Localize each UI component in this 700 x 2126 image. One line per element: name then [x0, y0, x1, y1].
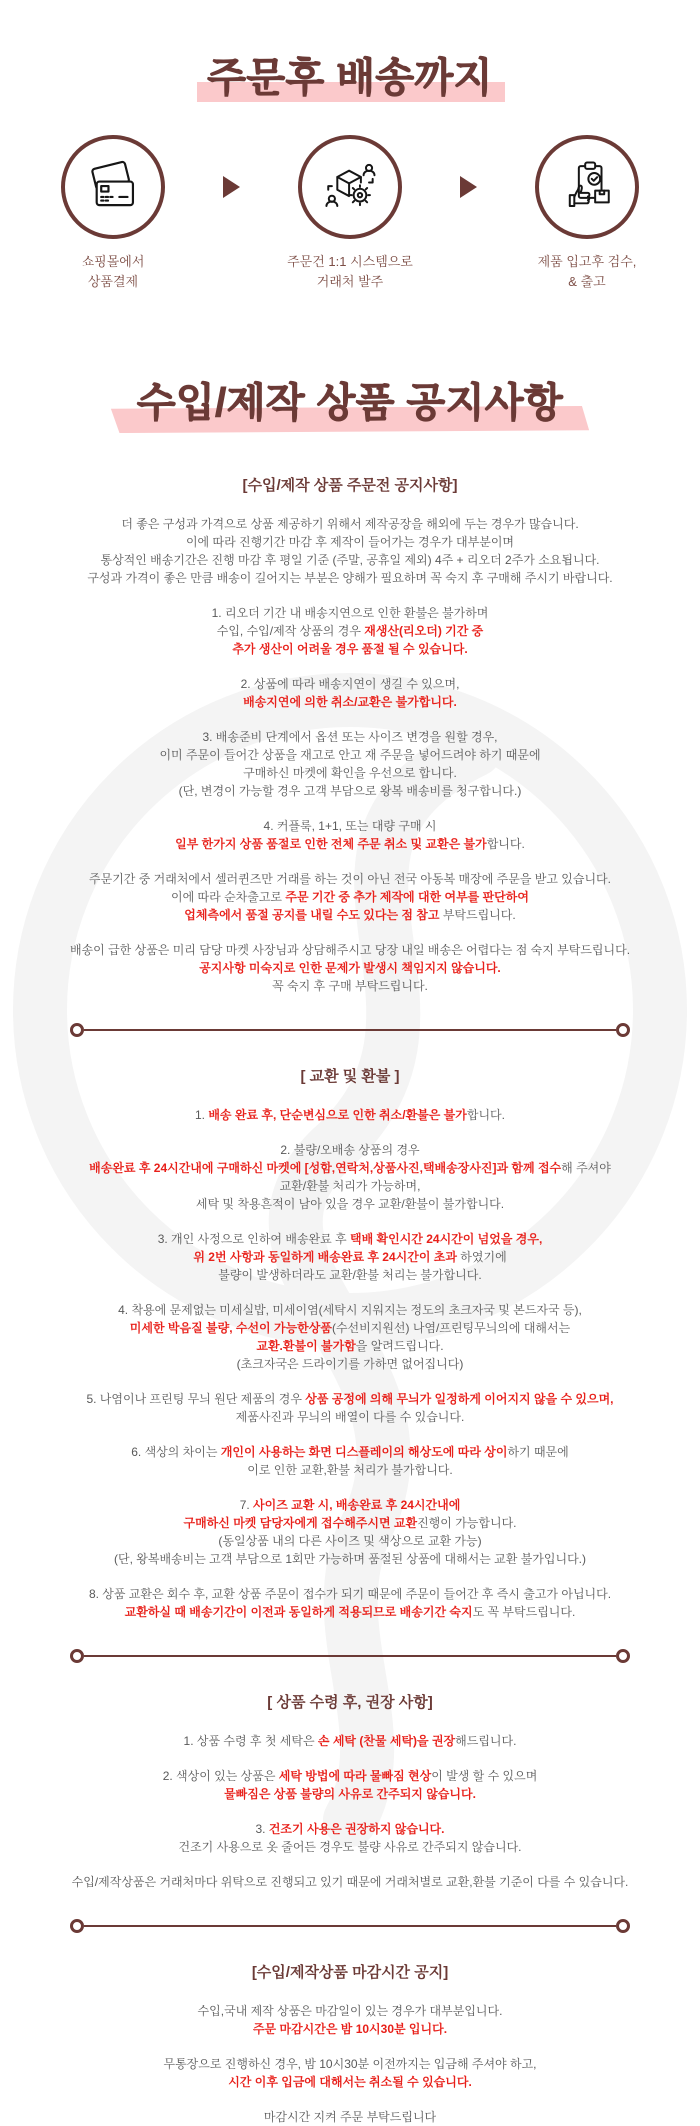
notice-line [20, 2002, 680, 2020]
body-text: 3. 개인 사정으로 인하여 배송완료 후 [157, 1232, 350, 1246]
notice-block [20, 1106, 680, 1124]
notice-line [20, 533, 680, 551]
notice-line [20, 675, 680, 693]
body-text: 하기 때문에 [507, 1445, 569, 1459]
emphasis-text: 미세한 박음질 불량, 수선이 가능한상품 [129, 1321, 332, 1335]
notice-block [20, 1496, 680, 1568]
notice-line [20, 728, 680, 746]
notice-line [20, 640, 680, 658]
notice-block [20, 675, 680, 711]
divider-dot [70, 1649, 84, 1663]
notice-line [20, 515, 680, 533]
notice-line [20, 941, 680, 959]
notice-block [20, 2108, 680, 2126]
body-text: 이에 따라 순차출고로 [171, 890, 286, 904]
body-text: 통상적인 배송기간은 진행 마감 후 평일 기준 (주말, 공휴일 제외) 4주 + 리오더 2주가 소요됩니다. [100, 553, 600, 567]
notice-line [20, 959, 680, 977]
body-text: 하였기에 [456, 1250, 507, 1264]
body-text: 을 알려드립니다. [355, 1339, 444, 1353]
step-label-line: & 출고 [568, 273, 606, 289]
section-divider [70, 1919, 630, 1933]
emphasis-text: 세탁 방법에 따라 물빠짐 현상 [278, 1769, 432, 1783]
emphasis-text: 추가 생산이 어려울 경우 품절 될 수 있습니다. [232, 642, 468, 656]
notice-line [20, 1514, 680, 1532]
notice-line [20, 1443, 680, 1461]
order-system-icon [321, 158, 379, 216]
notice-block [20, 2002, 680, 2038]
notice-line [20, 1873, 680, 1891]
notice-line [20, 2055, 680, 2073]
body-text: (수선비지원선) 나염/프린팅무늬의에 대해서는 [331, 1321, 571, 1335]
notice-block [20, 1585, 680, 1621]
notice-block [20, 941, 680, 995]
notice-sections [20, 474, 680, 2126]
step-circle [298, 135, 402, 239]
notice-block [20, 1390, 680, 1426]
notice-line [20, 2020, 680, 2038]
emphasis-text: 재생산(리오더) 기간 중 [364, 624, 484, 638]
step-label [503, 252, 671, 291]
emphasis-text: 위 2번 사항과 동일하게 배송완료 후 24시간이 초과 [193, 1250, 457, 1264]
body-text: 건조기 사용으로 옷 줄어든 경우도 불량 사유로 간주되지 않습니다. [178, 1840, 522, 1854]
step-label-line: 주문건 1:1 시스템으로 [287, 254, 413, 269]
body-text: 더 좋은 구성과 가격으로 상품 제공하기 위해서 제작공장을 해외에 두는 경우가 많습니다. [121, 517, 579, 531]
body-text: 구매하신 마켓에 확인을 우선으로 합니다. [243, 766, 457, 780]
notice-block [20, 817, 680, 853]
arrow-right-icon [223, 176, 240, 198]
body-text: (단, 변경이 가능할 경우 고객 부담으로 왕복 배송비를 청구합니다.) [178, 784, 522, 798]
emphasis-text: 배송 완료 후, 단순변심으로 인한 취소/환불은 불가 [208, 1108, 467, 1122]
body-text: 세탁 및 착용흔적이 남아 있을 경우 교환/환불이 불가합니다. [195, 1197, 505, 1211]
body-text: 교환/환불 처리가 가능하며, [279, 1179, 421, 1193]
notice-line [20, 764, 680, 782]
notice-block [20, 1443, 680, 1479]
notice-line [20, 1159, 680, 1177]
emphasis-text: 공지사항 미숙지로 인한 문제가 발생시 책임지지 않습니다. [199, 961, 501, 975]
notice-line [20, 888, 680, 906]
emphasis-text: 일부 한가지 상품 품절로 인한 전체 주문 취소 및 교환은 불가 [175, 837, 487, 851]
notice-line [20, 1532, 680, 1550]
body-text: 구성과 가격이 좋은 만큼 배송이 길어지는 부분은 양해가 필요하며 꼭 숙지 후 구매해 주시기 바랍니다. [87, 571, 613, 585]
notice-line [20, 693, 680, 711]
notice-block [20, 1873, 680, 1891]
body-text: (단, 왕복배송비는 고객 부담으로 1회만 가능하며 품절된 상품에 대해서는 교환 불가입니다.) [114, 1552, 586, 1566]
step-label-line: 제품 입고후 검수, [537, 254, 637, 269]
notice-line [20, 2108, 680, 2126]
emphasis-text: 배송완료 후 24시간내에 구매하신 마켓에 [성함,연락처,상품사진,택배송장사진]과 함께 접수 [89, 1161, 562, 1175]
notice-line [20, 1195, 680, 1213]
order-process-steps [0, 135, 700, 291]
body-text: 이미 주문이 들어간 상품을 재고로 안고 재 주문을 넣어드려야 하기 때문에 [159, 748, 541, 762]
section-divider [70, 1023, 630, 1037]
notice-line [20, 870, 680, 888]
notice-block [20, 1732, 680, 1750]
body-text: 4. 착용에 문제없는 미세실밥, 미세이염(세탁시 지워지는 정도의 초크자국 및 본드자국 등), [118, 1303, 582, 1317]
body-text: 합니다. [486, 837, 525, 851]
body-text: (동일상품 내의 다른 사이즈 및 색상으로 교환 가능) [218, 1534, 482, 1548]
notice-line [20, 1141, 680, 1159]
section-divider [70, 1649, 630, 1663]
inspection-icon [558, 158, 616, 216]
section-heading: [수입/제작 상품 주문전 공지사항] [242, 477, 458, 494]
emphasis-text: 건조기 사용은 권장하지 않습니다. [268, 1822, 445, 1836]
notice-block [20, 728, 680, 800]
body-text: 합니다. [466, 1108, 505, 1122]
emphasis-text: 주문 기간 중 추가 제작에 대한 여부를 판단하여 [285, 890, 529, 904]
emphasis-text: 주문 마감시간은 밤 10시30분 입니다. [252, 2022, 448, 2036]
notice-line [20, 1248, 680, 1266]
step-circle [535, 135, 639, 239]
notice-line [20, 1390, 680, 1408]
body-text: 제품사진과 무늬의 배열이 다를 수 있습니다. [235, 1410, 465, 1424]
body-text: 수입,국내 제작 상품은 마감일이 있는 경우가 대부분입니다. [197, 2004, 503, 2018]
body-text: 진행이 가능합니다. [417, 1516, 517, 1530]
notice-line [20, 1266, 680, 1284]
divider-dot [70, 1023, 84, 1037]
body-text: 2. 불량/오배송 상품의 경우 [280, 1143, 420, 1157]
notice-line [20, 1785, 680, 1803]
emphasis-text: 배송지연에 의한 취소/교환은 불가합니다. [243, 695, 457, 709]
divider-dot [616, 1649, 630, 1663]
divider-dot [70, 1919, 84, 1933]
emphasis-text: 개인이 사용하는 화면 디스플레이의 해상도에 따라 상이 [220, 1445, 508, 1459]
body-text: 1. 리오더 기간 내 배송지연으로 인한 환불은 불가하며 [211, 606, 489, 620]
body-text: (초크자국은 드라이기를 가하면 없어집니다) [236, 1357, 464, 1371]
body-text: 수입, 수입/제작 상품의 경우 [216, 624, 365, 638]
body-text: 수입/제작상품은 거래처마다 위탁으로 진행되고 있기 때문에 거래처별로 교환,환불 기준이 다를 수 있습니다. [71, 1875, 629, 1889]
body-text: 2. 색상이 있는 상품은 [162, 1769, 279, 1783]
body-text: 2. 상품에 따라 배송지연이 생길 수 있으며, [240, 677, 460, 691]
notice-line [20, 1585, 680, 1603]
body-text: 꼭 숙지 후 구매 부탁드립니다. [272, 979, 428, 993]
divider-dot [616, 1919, 630, 1933]
notice-line [20, 1301, 680, 1319]
notice-line [20, 835, 680, 853]
step-label [29, 252, 197, 291]
emphasis-text: 교환.환불이 불가함 [256, 1339, 356, 1353]
notice-line [20, 817, 680, 835]
divider-line [84, 1655, 616, 1657]
body-text: 3. [255, 1822, 269, 1836]
notice-line [20, 1319, 680, 1337]
step-label-line: 거래처 발주 [316, 273, 384, 289]
notice-line [20, 1355, 680, 1373]
notice-line [20, 1838, 680, 1856]
notice-line [20, 1408, 680, 1426]
divider-line [84, 1925, 616, 1927]
notice-block [20, 1141, 680, 1213]
divider-line [84, 1029, 616, 1031]
notice-line [20, 1550, 680, 1568]
notice-line [20, 551, 680, 569]
section-heading: [ 상품 수령 후, 권장 사항] [267, 1694, 433, 1711]
notice-line [20, 1106, 680, 1124]
body-text: 8. 상품 교환은 회수 후, 교환 상품 주문이 접수가 되기 때문에 주문이 들어간 후 즉시 출고가 아닙니다. [88, 1587, 612, 1601]
notice-line [20, 1230, 680, 1248]
body-text: 해 주셔야 [561, 1161, 611, 1175]
notice-block [20, 1301, 680, 1373]
page-title [207, 46, 493, 103]
body-text: 1. 상품 수령 후 첫 세탁은 [183, 1734, 318, 1748]
body-text: 이에 따라 진행기간 마감 후 제작이 들어가는 경우가 대부분이며 [185, 535, 515, 549]
step-label [266, 252, 434, 291]
notice-line [20, 1820, 680, 1838]
notice-line [20, 2073, 680, 2091]
notice-title-text: 수입/제작 상품 공지사항 [136, 381, 564, 425]
step-label-line: 쇼핑몰에서 [81, 254, 145, 269]
notice-block [20, 604, 680, 658]
step-payment [29, 135, 197, 291]
body-text: 4. 커플룩, 1+1, 또는 대량 구매 시 [263, 819, 437, 833]
section-heading: [수입/제작상품 마감시간 공지] [251, 1964, 449, 1981]
step-circle [61, 135, 165, 239]
notice-line [20, 1732, 680, 1750]
notice-block [20, 1230, 680, 1284]
body-text: 이 발생 할 수 있으며 [431, 1769, 538, 1783]
notice-line [20, 782, 680, 800]
body-text: 무통장으로 진행하신 경우, 밤 10시30분 이전까지는 입금해 주셔야 하고, [163, 2057, 537, 2071]
body-text: 부탁드립니다. [442, 908, 516, 922]
notice-line [20, 569, 680, 587]
body-text: 도 꼭 부탁드립니다. [472, 1605, 576, 1619]
notice-block [20, 1820, 680, 1856]
notice-block [20, 515, 680, 587]
notice-title [137, 371, 563, 428]
notice-line [20, 1461, 680, 1479]
step-inspection-shipping [503, 135, 671, 291]
notice-line [20, 1603, 680, 1621]
emphasis-text: 구매하신 마켓 담당자에게 접수해주시면 교환 [183, 1516, 418, 1530]
notice-line [20, 604, 680, 622]
body-text: 7. [239, 1498, 254, 1512]
body-text: 주문기간 중 거래처에서 셀러퀸즈만 거래를 하는 것이 아닌 전국 아동복 매장에 주문을 받고 있습니다. [89, 872, 611, 886]
emphasis-text: 교환하실 때 배송기간이 이전과 동일하게 적용되므로 배송기간 숙지 [124, 1605, 473, 1619]
emphasis-text: 시간 이후 입금에 대해서는 취소될 수 있습니다. [228, 2075, 472, 2089]
emphasis-text: 손 세탁 (찬물 세탁)을 권장 [317, 1734, 456, 1748]
notice-line [20, 1767, 680, 1785]
step-label-line: 상품결제 [87, 273, 139, 289]
notice-block [20, 870, 680, 924]
notice-line [20, 906, 680, 924]
body-text: 이로 인한 교환,환불 처리가 불가합니다. [247, 1463, 453, 1477]
body-text: 배송이 급한 상품은 미리 담당 마켓 사장님과 상담해주시고 당장 내일 배송은 어렵다는 점 숙지 부탁드립니다. [69, 943, 631, 957]
body-text: 불량이 발생하더라도 교환/환불 처리는 불가합니다. [218, 1268, 482, 1282]
step-order-system [266, 135, 434, 291]
divider-dot [616, 1023, 630, 1037]
notice-line [20, 746, 680, 764]
emphasis-text: 사이즈 교환 시, 배송완료 후 24시간내에 [253, 1498, 461, 1512]
notice-block [20, 1767, 680, 1803]
page-title-text: 주문후 배송까지 [207, 56, 493, 100]
notice-line [20, 622, 680, 640]
notice-line [20, 1496, 680, 1514]
notice-block [20, 2055, 680, 2091]
notice-line [20, 977, 680, 995]
emphasis-text: 물빠짐은 상품 불량의 사유로 간주되지 않습니다. [224, 1787, 476, 1801]
notice-line [20, 1337, 680, 1355]
arrow-right-icon [460, 176, 477, 198]
body-text: 5. 나염이나 프린팅 무늬 원단 제품의 경우 [86, 1392, 306, 1406]
body-text: 마감시간 지켜 주문 부탁드립니다 [263, 2110, 437, 2124]
body-text: 해드립니다. [455, 1734, 517, 1748]
emphasis-text: 업체측에서 품절 공지를 내릴 수도 있다는 점 참고 [184, 908, 443, 922]
emphasis-text: 상품 공정에 의해 무늬가 일정하게 이어지지 않을 수 있으며, [305, 1392, 614, 1406]
credit-card-icon [84, 158, 142, 216]
section-heading: [ 교환 및 환불 ] [300, 1068, 400, 1085]
notice-line [20, 1177, 680, 1195]
body-text: 6. 색상의 차이는 [131, 1445, 221, 1459]
emphasis-text: 택배 확인시간 24시간이 넘었을 경우, [350, 1232, 543, 1246]
body-text: 3. 배송준비 단계에서 옵션 또는 사이즈 변경을 원할 경우, [202, 730, 498, 744]
body-text: 1. [195, 1108, 209, 1122]
